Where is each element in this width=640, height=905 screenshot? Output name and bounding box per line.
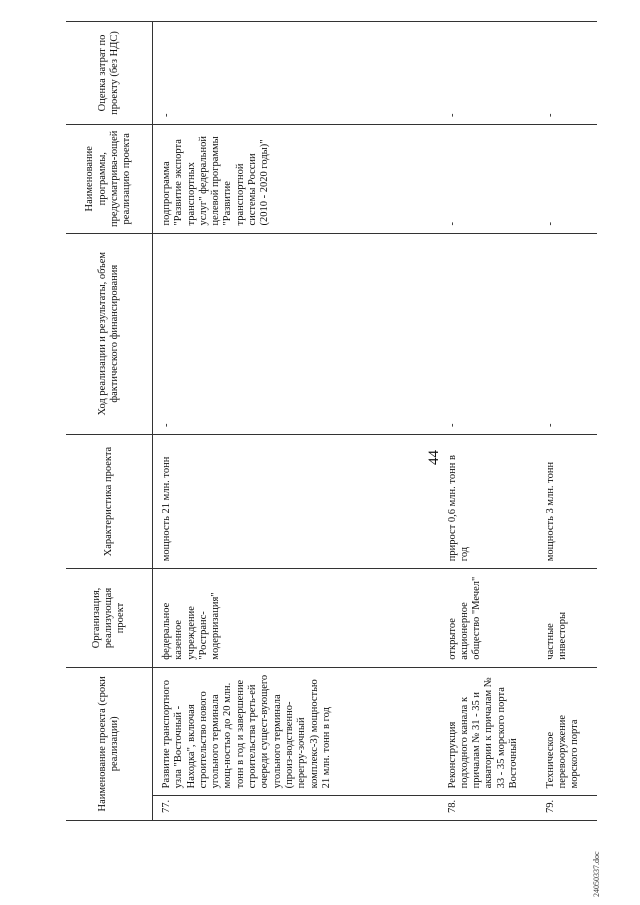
row-number: 78. — [439, 796, 537, 821]
header-organization: Организация, реализующая проект — [66, 569, 153, 667]
header-progress: Ход реализации и результаты, объем фактического финансирования — [66, 233, 153, 434]
project-name: Техническое перевооружение морского порта — [537, 667, 597, 796]
table-header-row — [66, 22, 153, 821]
project-progress: - — [537, 233, 597, 434]
project-cost: - — [153, 22, 439, 125]
project-organization: федеральное казенное учреждение "Ространс-модернизация" — [153, 569, 439, 667]
page-number: 44 — [426, 450, 442, 465]
projects-table — [66, 21, 597, 821]
header-cost: Оценка затрат по проекту (без НДС) — [66, 22, 153, 125]
table-row — [439, 22, 537, 821]
table-row — [153, 22, 439, 821]
project-characteristic: прирост 0,6 млн. тонн в год — [439, 434, 537, 568]
header-program: Наименование программы, предусматрива-ющей реализацию проекта — [66, 124, 153, 233]
project-program: - — [439, 124, 537, 233]
project-organization: открытое акционерное общество "Мечел" — [439, 569, 537, 667]
project-program: подпрограмма "Развитие экспорта транспортных услуг" федеральной целевой программы "Развитие транспортной системы России (2010 - 2020 годы)" — [153, 124, 439, 233]
row-number: 79. — [537, 796, 597, 821]
project-progress: - — [153, 233, 439, 434]
project-name: Развитие транспортного узла "Восточный - Находка", включая строительство нового угольного терминала мощ-ностью до 20 млн. тонн в год и завершение строительства треть-ей очереди сущест-вующего угольного терминала (произ-водственно-перегру-зочный комплекс-3) мощностью 21 млн. тонн в год — [153, 667, 439, 796]
project-organization: частные инвесторы — [537, 569, 597, 667]
row-number: 77. — [153, 796, 439, 821]
document-id: 24050337.doc — [592, 851, 601, 897]
project-cost: - — [439, 22, 537, 125]
header-characteristic: Характеристика проекта — [66, 434, 153, 568]
project-cost: - — [537, 22, 597, 125]
project-program: - — [537, 124, 597, 233]
header-name: Наименование проекта (сроки реализации) — [66, 667, 153, 820]
project-characteristic: мощность 21 млн. тонн — [153, 434, 439, 568]
project-progress: - — [439, 233, 537, 434]
project-name: Реконструкция подходного канала к причалам № 31 - 35 и акватории к причалам № 33 - 35 морского порта Восточный — [439, 667, 537, 796]
table-row — [537, 22, 597, 821]
project-characteristic: мощность 3 млн. тонн — [537, 434, 597, 568]
